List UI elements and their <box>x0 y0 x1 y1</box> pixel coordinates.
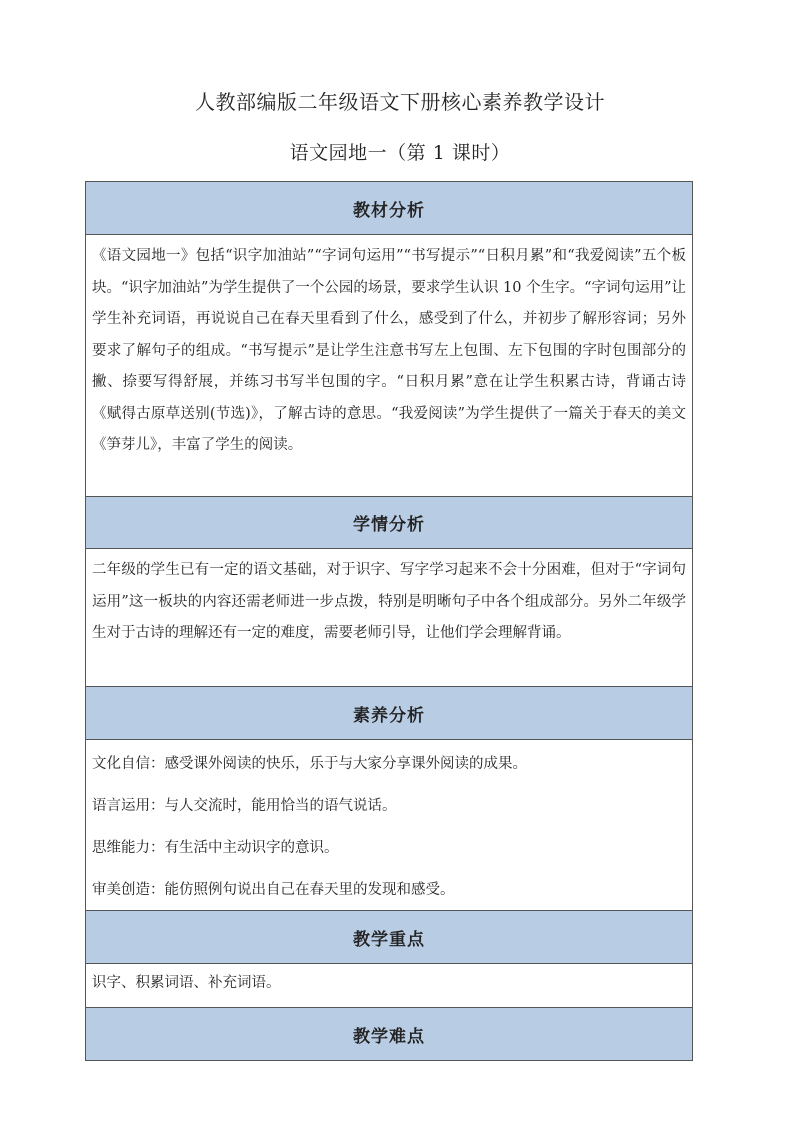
student-analysis-text: 二年级的学生已有一定的语文基础，对于识字、写字学习起来不会十分困难，但对于“字词句运用”这一板块的内容还需老师进一步点拨，特别是明晰句子中各个组成部分。另外二年级学生对于古诗的理解还有一定的难度，需要老师引导，让他们学会理解背诵。 <box>92 562 686 641</box>
literacy-line-thinking: 思维能力：有生活中主动识字的意识。 <box>92 840 339 856</box>
section-header-textbook-analysis: 教材分析 <box>86 182 692 235</box>
section-body-student-analysis <box>86 549 692 687</box>
literacy-line-language: 语言运用：与人交流时，能用恰当的语气说话。 <box>92 798 397 814</box>
document-subtitle: 语文园地一（第 1 课时） <box>289 142 511 164</box>
teaching-focus-text: 识字、积累词语、补充词语。 <box>92 975 281 991</box>
section-body-literacy-analysis <box>86 740 692 911</box>
literacy-line-culture: 文化自信：感受课外阅读的快乐，乐于与大家分享课外阅读的成果。 <box>92 756 527 772</box>
section-body-teaching-focus <box>86 964 692 1008</box>
document-title: 人教部编版二年级语文下册核心素养教学设计 <box>195 90 605 114</box>
textbook-analysis-text: 《语文园地一》包括“识字加油站”“字词句运用”“书写提示”“日积月累”和“我爱阅读”五个板块。“识字加油站”为学生提供了一个公园的场景，要求学生认识 10 个生字。“字词句运用”让学生补充词语，再说说自己在春天里看到了什么，感受到了什么，并初步了解形容词；另外要求了解句子的组成。“书写提示”是让学生注意书写左上包围、左下包围的字时包围部分的撇、捺要写得舒展，并练习书写半包围的字。“日积月累”意在让学生积累古诗，背诵古诗《赋得古原草送别(节选)》，了解古诗的意思。“我爱阅读”为学生提供了一篇关于春天的美文《笋芽儿》，丰富了学生的阅读。 <box>92 248 686 453</box>
section-body-textbook-analysis <box>86 235 692 497</box>
lesson-plan-table <box>85 181 693 1061</box>
section-header-teaching-focus: 教学重点 <box>86 911 692 964</box>
section-header-teaching-difficulty: 教学难点 <box>86 1008 692 1060</box>
section-header-student-analysis: 学情分析 <box>86 497 692 549</box>
section-header-literacy-analysis: 素养分析 <box>86 687 692 740</box>
literacy-line-aesthetic: 审美创造：能仿照例句说出自己在春天里的发现和感受。 <box>92 882 455 898</box>
